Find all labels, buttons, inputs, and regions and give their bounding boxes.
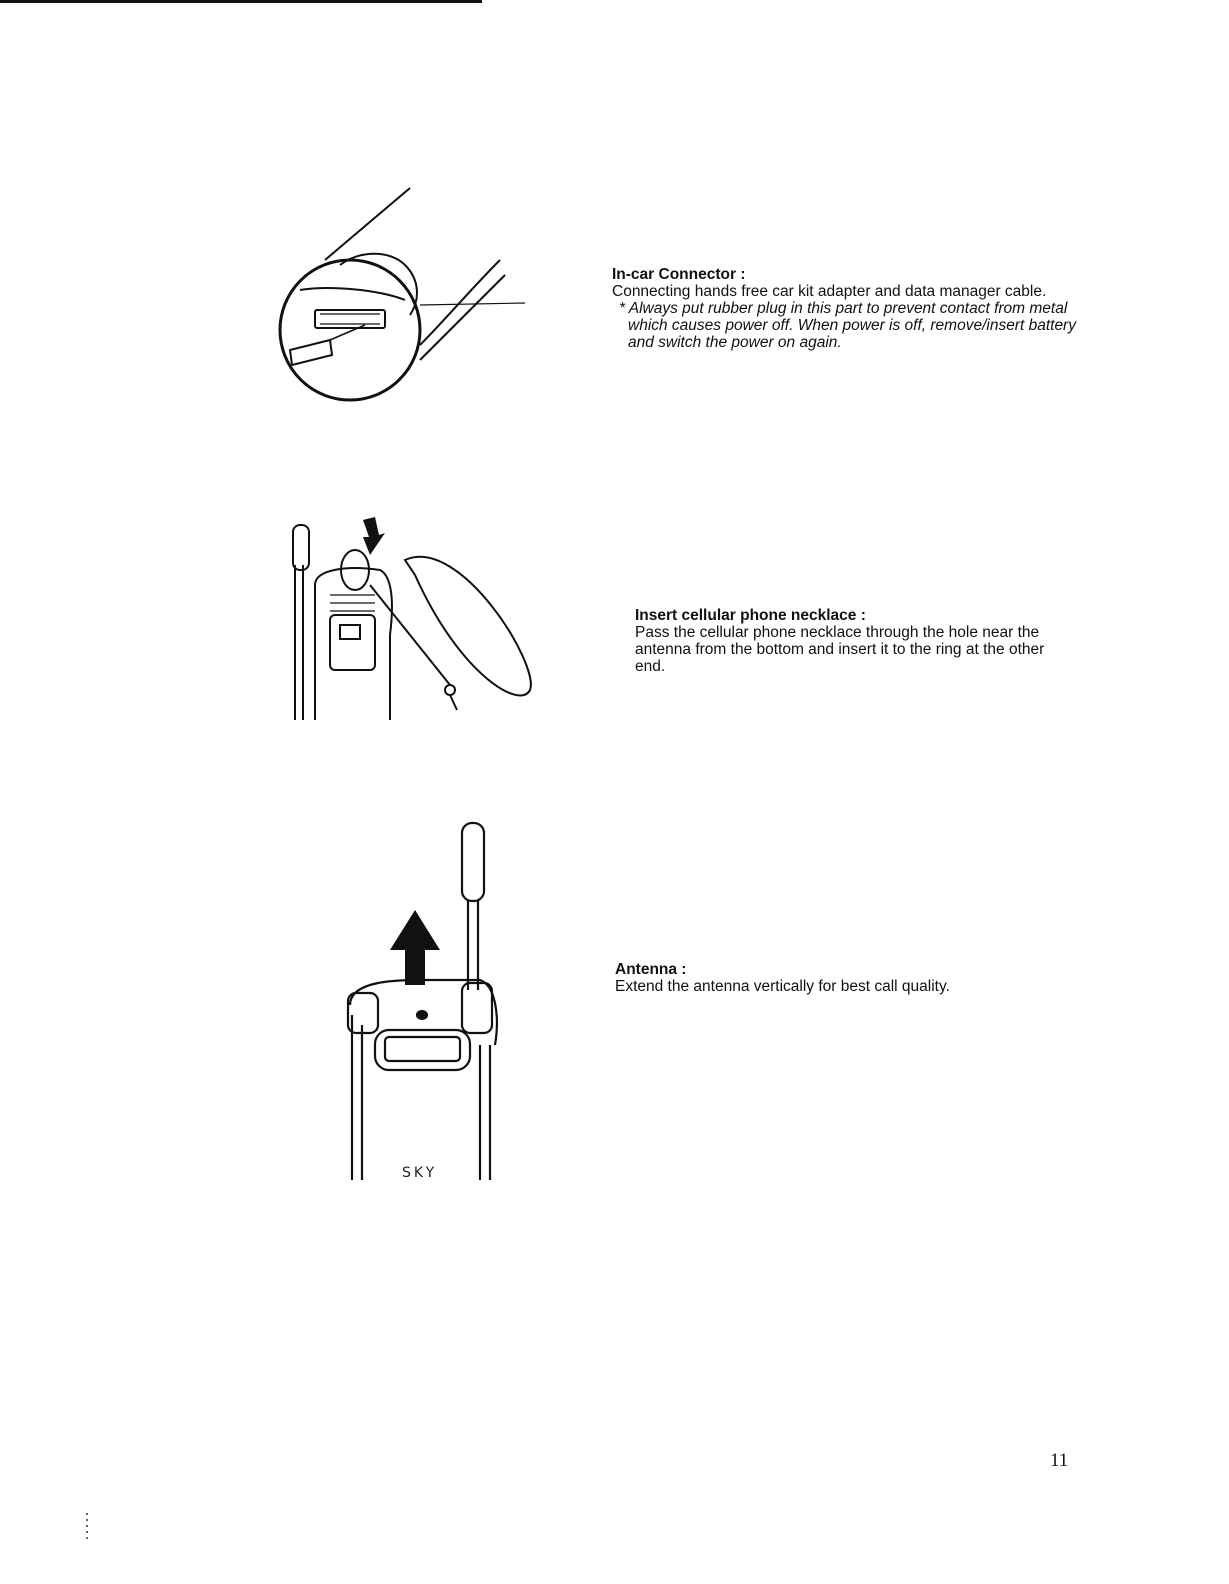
antenna-illustration xyxy=(340,815,510,1185)
antenna-phone-logo: SKY xyxy=(402,1165,438,1181)
section-body: Extend the antenna vertically for best call quality. xyxy=(615,978,950,995)
section-heading: In-car Connector : xyxy=(612,266,746,283)
section-antenna xyxy=(615,961,1055,995)
section-body: Connecting hands free car kit adapter and data manager cable. xyxy=(612,283,1047,300)
phone-necklace-illustration xyxy=(285,515,545,730)
section-note: * Always put rubber plug in this part to prevent contact from metal which causes power off. When power is off, remove/insert battery and switch the power on again. xyxy=(619,300,1076,351)
section-phone-necklace xyxy=(635,607,1055,675)
section-heading: Antenna : xyxy=(615,961,687,978)
section-body: Pass the cellular phone necklace through the hole near the antenna from the bottom and insert it to the ring at the other end. xyxy=(635,624,1045,675)
section-heading: Insert cellular phone necklace : xyxy=(635,607,866,624)
top-rule xyxy=(0,0,482,3)
section-in-car-connector xyxy=(612,266,1082,351)
page-number: 11 xyxy=(1050,1450,1069,1471)
in-car-connector-illustration xyxy=(270,180,535,405)
margin-dots xyxy=(86,1513,88,1539)
